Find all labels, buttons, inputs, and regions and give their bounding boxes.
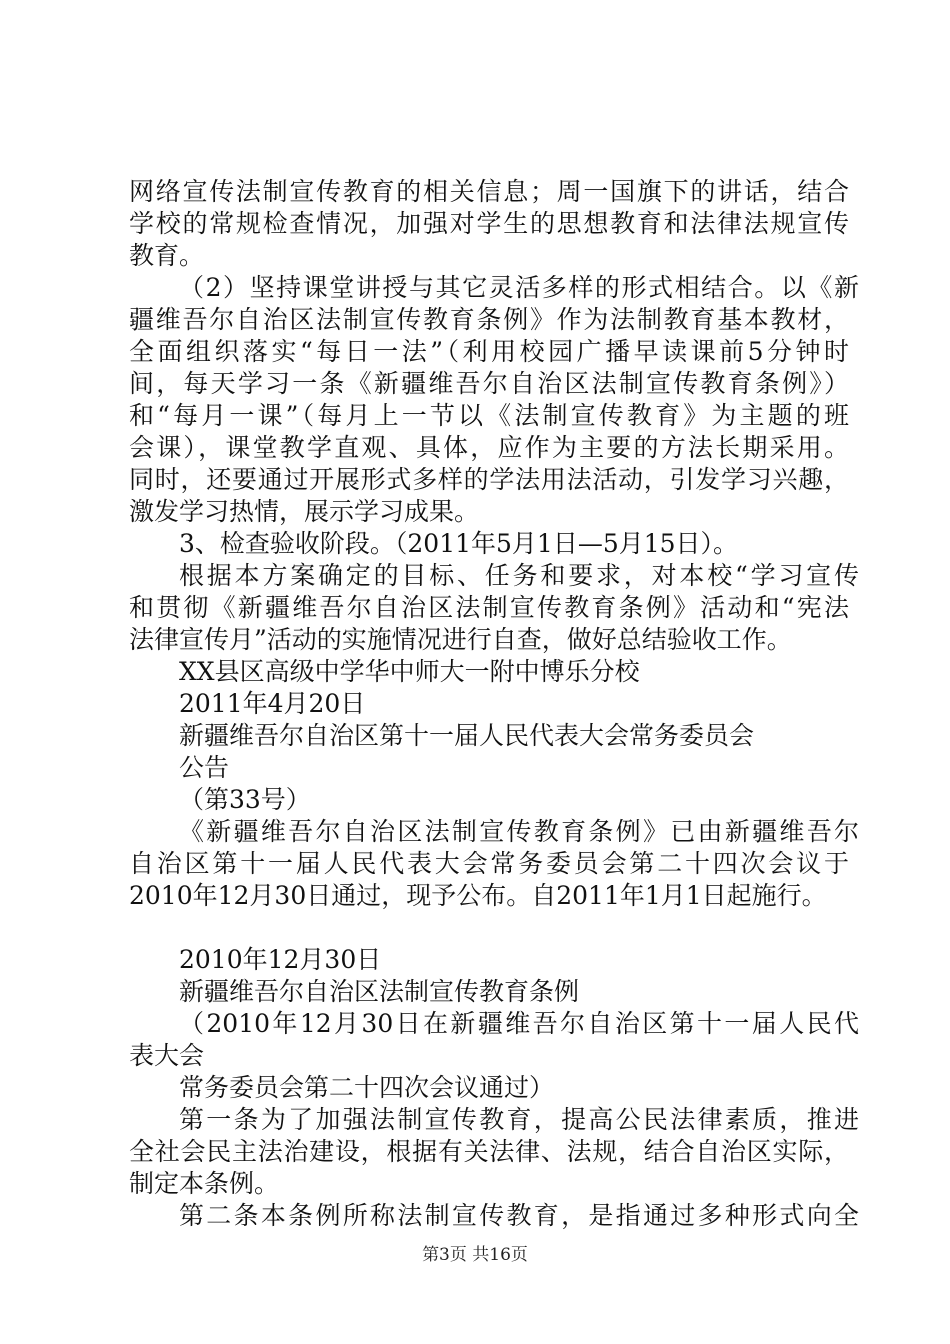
regulation-subtitle: 常务委员会第二十四次会议通过） [179,1073,555,1102]
body-line: 同时，还要通过开展形式多样的学法用法活动，引发学习兴趣， [129,465,849,494]
body-line: 和“每月一课”（每月上一节以《法制宣传教育》为主题的班 [129,401,849,430]
body-line: （2）坚持课堂讲授与其它灵活多样的形式相结合。以《新 [179,273,859,302]
body-line: 和贯彻《新疆维吾尔自治区法制宣传教育条例》活动和“宪法 [129,593,849,622]
body-line: 2010年12月30日通过，现予公布。自2011年1月1日起施行。 [129,881,827,910]
regulation-title: 新疆维吾尔自治区法制宣传教育条例 [179,977,580,1006]
date-line: 2010年12月30日 [179,945,382,974]
body-line: 学校的常规检查情况，加强对学生的思想教育和法律法规宣传 [129,209,849,238]
body-line: 会课），课堂教学直观、具体，应作为主要的方法长期采用。 [129,433,849,462]
regulation-subtitle: 表大会 [129,1041,205,1070]
body-line: 间，每天学习一条《新疆维吾尔自治区法制宣传教育条例》） [129,369,849,398]
body-line: 疆维吾尔自治区法制宣传教育条例》作为法制教育基本教材， [129,305,849,334]
date-line: 2011年4月20日 [179,689,366,718]
school-name: XX县区高级中学华中师大一附中博乐分校 [179,657,640,686]
body-line: 自治区第十一届人民代表大会常务委员会第二十四次会议于 [129,849,849,878]
body-line: 教育。 [129,241,205,270]
article-line: 第一条为了加强法制宣传教育，提高公民法律素质，推进 [179,1105,859,1134]
body-line: 网络宣传法制宣传教育的相关信息；周一国旗下的讲话，结合 [129,177,849,206]
body-line: 《新疆维吾尔自治区法制宣传教育条例》已由新疆维吾尔 [179,817,859,846]
body-line: 全面组织落实“每日一法”（利用校园广播早读课前5分钟时 [129,337,849,366]
regulation-subtitle: （2010年12月30日在新疆维吾尔自治区第十一届人民代 [179,1009,859,1038]
body-line: 激发学习热情，展示学习成果。 [129,497,480,526]
article-line: 制定本条例。 [129,1169,280,1198]
body-line: 法律宣传月”活动的实施情况进行自查，做好总结验收工作。 [129,625,792,654]
page-footer: 第3页 共16页 [422,1245,528,1265]
article-line: 第二条本条例所称法制宣传教育，是指通过多种形式向全 [179,1201,859,1230]
article-line: 全社会民主法治建设，根据有关法律、法规，结合自治区实际， [129,1137,849,1166]
announcement-title: 公告 [179,753,230,782]
announcement-number: （第33号） [179,785,311,814]
body-line: 根据本方案确定的目标、任务和要求，对本校“学习宣传 [179,561,859,590]
section-heading: 3、检查验收阶段。（2011年5月1日—5月15日）。 [179,529,739,558]
issuer-line: 新疆维吾尔自治区第十一届人民代表大会常务委员会 [179,721,755,750]
